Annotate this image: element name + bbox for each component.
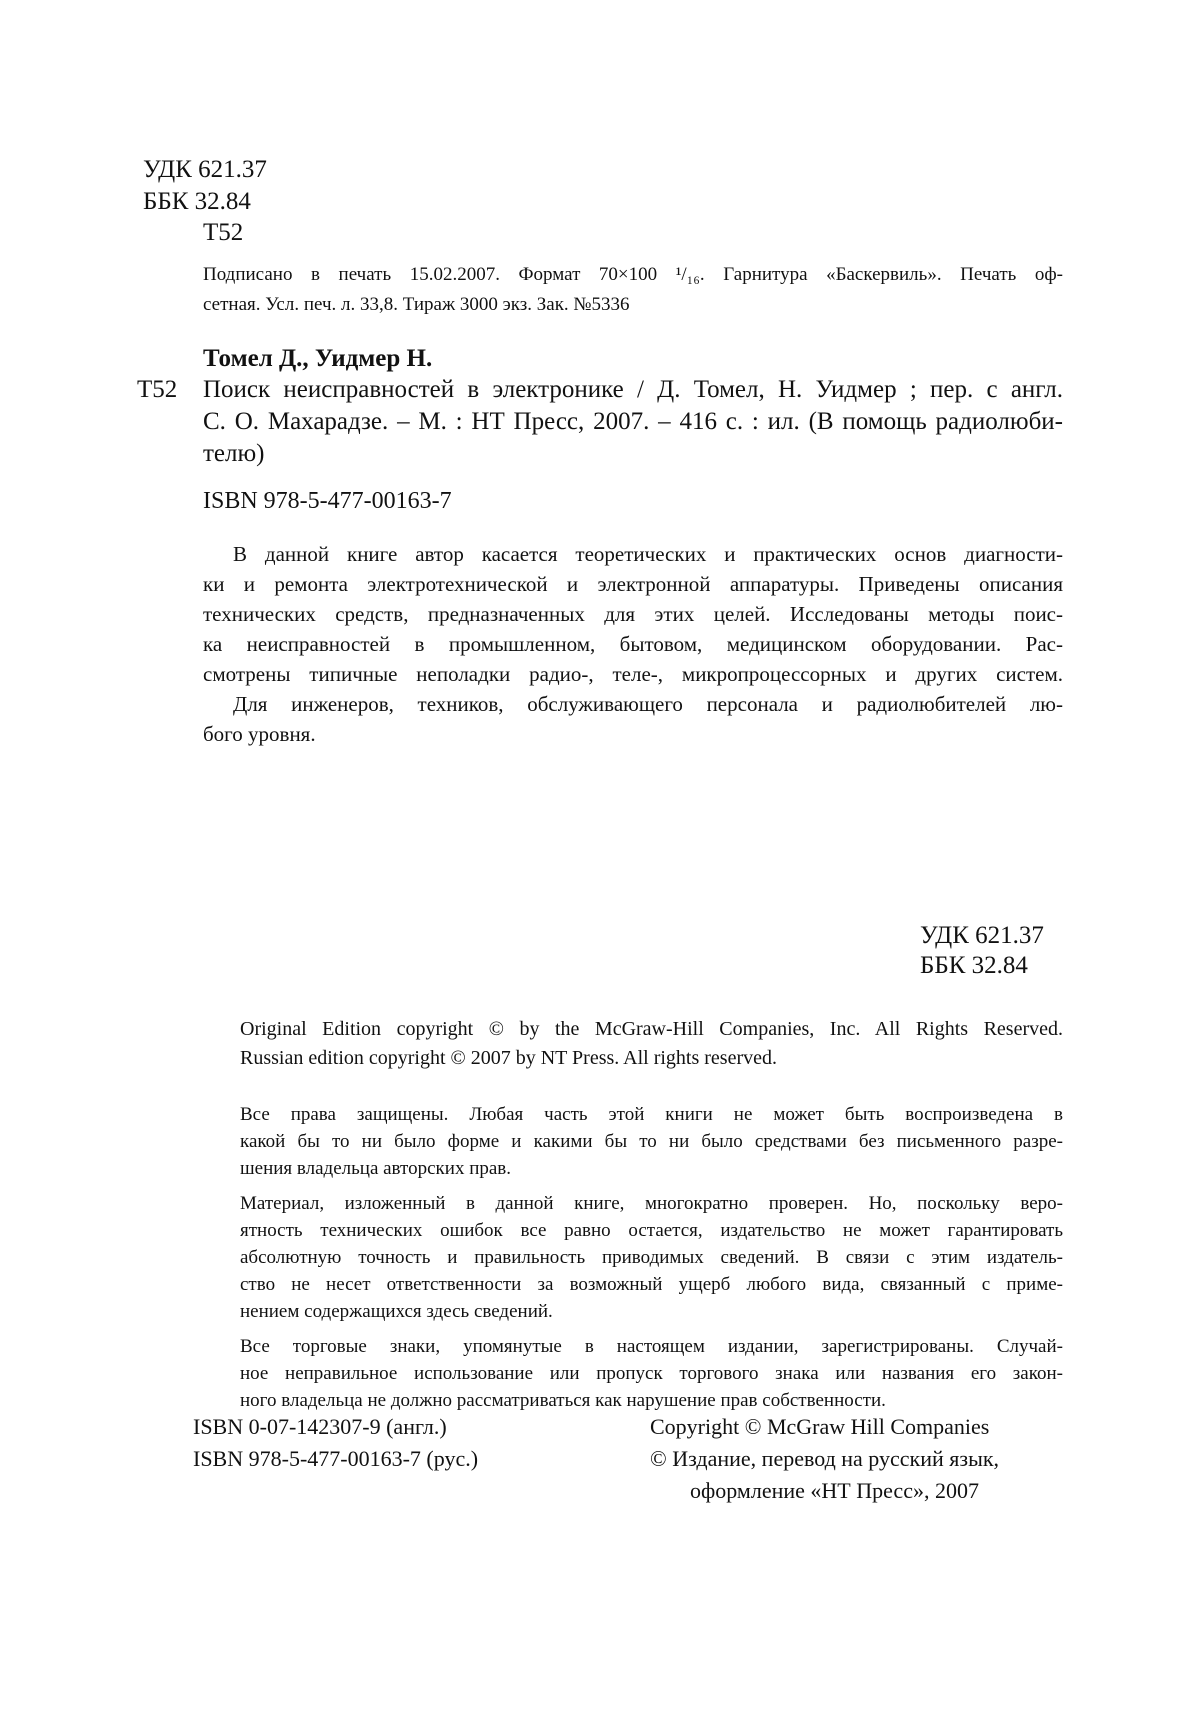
notice-line: ное неправильное использование или пропуск торгового знака или названия его закон- xyxy=(240,1363,1063,1384)
udk-code-bottom: УДК 621.37 xyxy=(920,922,1044,949)
annotation-line: Для инженеров, техников, обслуживающего персонала и радиолюбителей лю- xyxy=(233,692,1063,716)
author-sign-top: Т52 xyxy=(203,219,244,246)
biblio-line: С. О. Махарадзе. – М. : НТ Пресс, 2007. – 416 с. : ил. (В помощь радиолюби- xyxy=(203,408,1063,435)
annotation-line: бого уровня. xyxy=(203,722,316,746)
copyright-line: оформление «НТ Пресс», 2007 xyxy=(690,1478,979,1503)
notice-line: нением содержащихся здесь сведений. xyxy=(240,1301,553,1322)
biblio-line: телю) xyxy=(203,440,265,467)
print-info-line: Подписано в печать 15.02.2007. Формат 70×100 ¹/₁₆. Гарнитура «Баскервиль». Печать оф- xyxy=(203,264,1063,285)
copyright-block xyxy=(650,1411,999,1507)
copyright-line: Copyright © McGraw Hill Companies xyxy=(650,1414,990,1439)
udk-code-top: УДК 621.37 xyxy=(143,156,267,183)
copyright-english-line: Russian edition copyright © 2007 by NT Press. All rights reserved. xyxy=(240,1047,778,1069)
annotation xyxy=(203,539,1063,749)
isbn-russian: ISBN 978-5-477-00163-7 (рус.) xyxy=(193,1446,479,1471)
isbn-list xyxy=(193,1411,478,1475)
notice-line: ятность технических ошибок все равно остается, издательство не может гарантировать xyxy=(240,1220,1063,1241)
annotation-line: технических средств, предназначенных для этих целей. Исследованы методы поис- xyxy=(203,602,1063,626)
print-info-line: сетная. Усл. печ. л. 33,8. Тираж 3000 экз. Зак. №5336 xyxy=(203,294,630,315)
isbn-english: ISBN 0-07-142307-9 (англ.) xyxy=(193,1414,447,1439)
notice-line: ного владельца не должно рассматриваться как нарушение прав собственности. xyxy=(240,1390,886,1411)
authors: Томел Д., Уидмер Н. xyxy=(203,345,433,372)
notice-line: шения владельца авторских прав. xyxy=(240,1158,512,1179)
notice-line: какой бы то ни было форме и какими бы то ни было средствами без письменного разре- xyxy=(240,1131,1063,1152)
bibliographic-description xyxy=(203,374,1063,470)
annotation-line: ки и ремонта электротехнической и электронной аппаратуры. Приведены описания xyxy=(203,572,1063,596)
copyright-english xyxy=(240,1015,1063,1073)
notice-line: Все права защищены. Любая часть этой книги не может быть воспроизведена в xyxy=(240,1104,1063,1125)
annotation-line: ка неисправностей в промышленном, бытовом, медицинском оборудовании. Рас- xyxy=(203,632,1063,656)
biblio-line: Поиск неисправностей в электронике / Д. Томел, Н. Уидмер ; пер. с англ. xyxy=(203,376,1063,403)
legal-notices xyxy=(240,1101,1063,1422)
annotation-line: смотрены типичные неполадки радио-, теле-, микропроцессорных и других систем. xyxy=(203,662,1063,686)
copyright-english-line: Original Edition copyright © by the McGraw-Hill Companies, Inc. All Rights Reserved. xyxy=(240,1018,1063,1040)
bbk-code-top: ББК 32.84 xyxy=(143,188,251,215)
notice-line: Материал, изложенный в данной книге, многократно проверен. Но, поскольку веро- xyxy=(240,1193,1063,1214)
bbk-code-bottom: ББК 32.84 xyxy=(920,952,1028,979)
copyright-line: © Издание, перевод на русский язык, xyxy=(650,1446,1000,1471)
author-sign-side: Т52 xyxy=(137,376,178,403)
notice-line: абсолютную точность и правильность приводимых сведений. В связи с этим издатель- xyxy=(240,1247,1063,1268)
notice-line: ство не несет ответственности за возможный ущерб любого вида, связанный с приме- xyxy=(240,1274,1063,1295)
print-info xyxy=(203,260,1063,320)
annotation-line: В данной книге автор касается теоретических и практических основ диагности- xyxy=(233,542,1063,566)
notice-line: Все торговые знаки, упомянутые в настоящем издании, зарегистрированы. Случай- xyxy=(240,1336,1063,1357)
isbn-main: ISBN 978-5-477-00163-7 xyxy=(203,488,452,514)
